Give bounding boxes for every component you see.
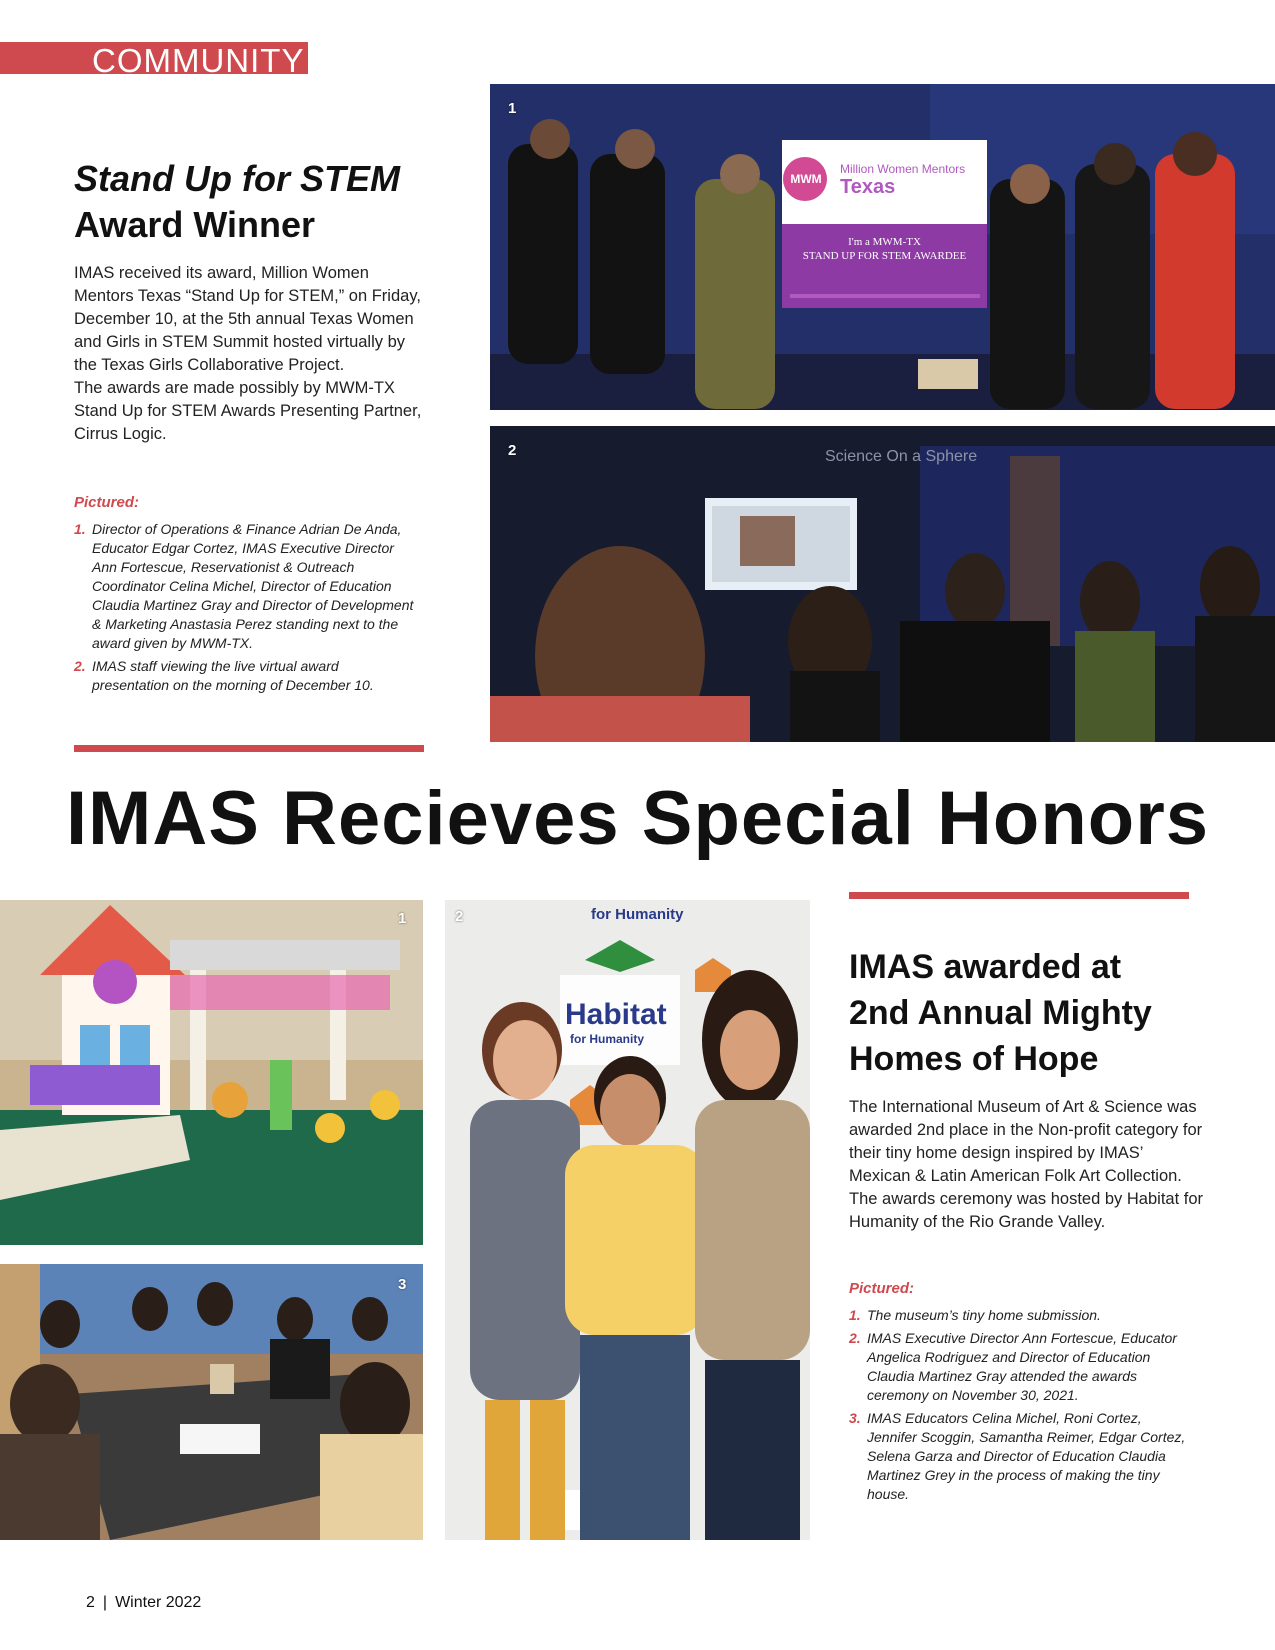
page-footer (86, 1594, 201, 1612)
award-banner (782, 140, 987, 308)
caption-item (74, 657, 414, 695)
hope-title-line2: 2nd Annual Mighty (849, 994, 1152, 1032)
hope-title-line1: IMAS awarded at (849, 948, 1122, 986)
stem-body-paragraph-1: IMAS received its award, Million Women Mentors Texas “Stand Up for STEM,” on Friday, December 10, at the 5th annual Texas Women and Girls in STEM Summit hosted virtually by the Texas Girls Collaborative Project. (74, 264, 421, 374)
stem-body-paragraph-2: The awards are made possibly by MWM-TX Stand Up for STEM Awards Presenting Partner, Cirrus Logic. (74, 379, 422, 443)
stem-article-title (74, 156, 454, 248)
hope-pictured-label: Pictured: (849, 1280, 915, 1297)
photo-number: 1 (508, 100, 517, 117)
habitat-event-photo (445, 900, 810, 1540)
photo-number: 2 (455, 908, 464, 925)
caption-item (849, 1306, 1194, 1325)
workshop-photo (0, 1264, 423, 1540)
page-headline: IMAS Recieves Special Honors (65, 776, 1210, 861)
photo-number: 2 (508, 442, 517, 459)
caption-text: IMAS Educators Celina Michel, Roni Cortez, Jennifer Scoggin, Samantha Reimer, Edgar Cortez, Selena Garza and Director of Education Claudia Martinez Grey in the process of making the tiny house. (867, 1410, 1186, 1502)
banner-logo: MWM (790, 172, 822, 186)
tiny-home-photo (0, 900, 423, 1245)
photo-number: 3 (398, 1276, 407, 1293)
caption-number: 1. (849, 1307, 861, 1323)
caption-text: IMAS Executive Director Ann Fortescue, Educator Angelica Rodriguez and Director of Education Claudia Martinez Gray attended the awards ceremony on November 30, 2021. (867, 1330, 1177, 1403)
hope-title-line3: Homes of Hope (849, 1040, 1099, 1078)
sphere-sign: Science On a Sphere (825, 448, 978, 465)
issue-label: Winter 2022 (115, 1594, 202, 1611)
footer-separator: | (102, 1594, 108, 1611)
caption-number: 1. (74, 521, 86, 537)
banner-subtitle: Texas (840, 176, 896, 198)
section-tab (0, 42, 308, 79)
section-label: COMMUNITY (92, 42, 305, 79)
caption-number: 3. (849, 1410, 861, 1426)
caption-text: IMAS staff viewing the live virtual award presentation on the morning of December 10. (92, 658, 374, 693)
hope-caption-list (849, 1306, 1194, 1508)
habitat-sign-text: Habitat (565, 998, 667, 1031)
caption-item (849, 1329, 1194, 1405)
photo-number: 1 (398, 910, 407, 927)
page-number: 2 (86, 1594, 95, 1611)
banner-line-1: I'm a MWM-TX (848, 236, 921, 248)
caption-item (74, 520, 414, 653)
caption-number: 2. (849, 1330, 861, 1346)
divider-rule (849, 892, 1189, 899)
stem-pictured-label: Pictured: (74, 494, 140, 511)
stem-article-body (74, 262, 424, 446)
hope-article-body: The International Museum of Art & Science was awarded 2nd place in the Non-profit category for their tiny home design inspired by IMAS’ Mexican & Latin American Folk Art Collection. The awards ceremony was hosted by Habitat for Humanity of the Rio Grande Valley. (849, 1098, 1204, 1231)
habitat-sign-subtext: for Humanity (570, 1032, 645, 1046)
stem-title-line2: Award Winner (74, 204, 316, 245)
banner-line-2: STAND UP FOR STEM AWARDEE (802, 250, 967, 262)
caption-item (849, 1409, 1194, 1504)
stem-title-line1: Stand Up for STEM (74, 158, 400, 199)
caption-number: 2. (74, 658, 86, 674)
banner-title: Million Women Mentors (840, 162, 966, 176)
award-group-photo (490, 84, 1275, 410)
divider-rule (74, 745, 424, 752)
virtual-viewing-photo (490, 426, 1275, 742)
stem-caption-list (74, 520, 414, 699)
caption-text: Director of Operations & Finance Adrian De Anda, Educator Edgar Cortez, IMAS Executive Director Ann Fortescue, Reservationist & Outreach Coordinator Celina Michel, Director of Education Claudia Martinez Gray and Director of Development & Marketing Anastasia Perez standing next to the award given by MWM-TX. (92, 521, 414, 651)
hope-article-title (849, 944, 1249, 1082)
habitat-top-sign: for Humanity (591, 906, 684, 923)
caption-text: The museum’s tiny home submission. (867, 1307, 1101, 1323)
